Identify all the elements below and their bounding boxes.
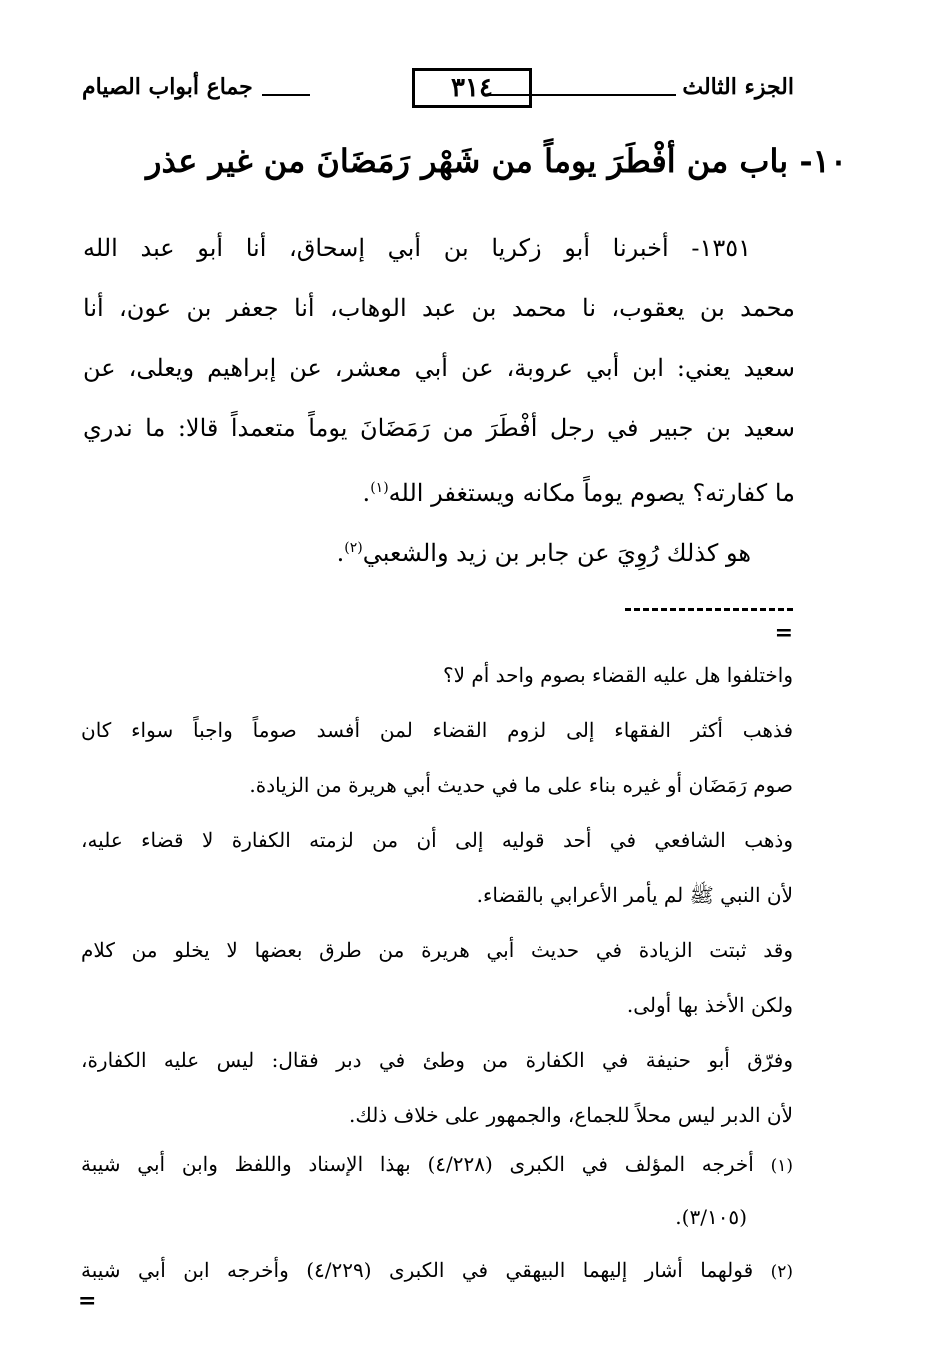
main-line-text: هو كذلك رُوِيَ عن جابر بن زيد والشعبي bbox=[362, 539, 751, 567]
commentary-line: لأن الدبر ليس محلاً للجماع، والجمهور على خلاف ذلك. bbox=[348, 1103, 793, 1127]
footnote-2 bbox=[81, 1244, 793, 1297]
section-label: جماع أبواب الصيام bbox=[82, 74, 253, 100]
footnote-text: قولهما أشار إليهما البيهقي في الكبرى (٤/٢٢٩) وأخرجه ابن أبي شيبة bbox=[81, 1258, 754, 1282]
footnote-1-continued: (٣/١٠٥). bbox=[675, 1205, 747, 1229]
commentary-line: وفرّق أبو حنيفة في الكفارة من وطئ في دبر فقال: ليس عليه الكفارة، bbox=[81, 1048, 793, 1072]
footnote-text: أخرجه المؤلف في الكبرى (٤/٢٢٨) بهذا الإسناد واللفظ وابن أبي شيبة bbox=[81, 1152, 754, 1176]
commentary bbox=[81, 648, 793, 1143]
header-rule bbox=[262, 94, 310, 96]
commentary-line: فذهب أكثر الفقهاء إلى لزوم القضاء لمن أفسد صوماً واجباً سواء كان bbox=[81, 718, 793, 742]
chapter-title: ١٠- باب من أفْطَرَ يوماً من شَهْر رَمَضَانَ من غير عذر bbox=[146, 142, 847, 180]
main-line-text: ما كفارته؟ يصوم يوماً مكانه ويستغفر الله bbox=[388, 479, 795, 507]
commentary-line: صوم رَمَضَان أو غيره بناء على ما في حديث أبي هريرة من الزيادة. bbox=[249, 773, 793, 797]
line-end: . bbox=[362, 479, 371, 507]
footnote-ref: (١) bbox=[370, 480, 389, 496]
main-line: سعيد يعني: ابن أبي عروبة، عن أبي معشر، عن إبراهيم ويعلى، عن bbox=[83, 354, 795, 382]
main-line: ١٣٥١- أخبرنا أبو زكريا بن أبي إسحاق، أنا أبو عبد الله bbox=[83, 234, 751, 262]
commentary-line: لأن النبي ﷺ لم يأمر الأعرابي بالقضاء. bbox=[476, 883, 793, 907]
line-end: . bbox=[336, 539, 345, 567]
footnote-ref: (٢) bbox=[344, 540, 363, 556]
footnote-1 bbox=[81, 1138, 793, 1191]
main-line: محمد بن يعقوب، نا محمد بن عبد الوهاب، أنا جعفر بن عون، أنا bbox=[83, 294, 795, 322]
main-line bbox=[83, 458, 795, 518]
commentary-line: وقد ثبتت الزيادة في حديث أبي هريرة من طرق بعضها لا يخلو من كلام bbox=[81, 938, 793, 962]
continuation-mark: = bbox=[78, 1288, 97, 1314]
continuation-mark: = bbox=[774, 620, 793, 646]
footnote-number: (٢) bbox=[770, 1262, 793, 1282]
running-header bbox=[82, 68, 794, 114]
commentary-line: وذهب الشافعي في أحد قوليه إلى أن من لزمته الكفارة لا قضاء عليه، bbox=[81, 828, 793, 852]
volume-label: الجزء الثالث bbox=[682, 74, 794, 100]
main-line: سعيد بن جبير في رجل أفْطَرَ من رَمَضَانَ يوماً متعمداً قالا: ما ندري bbox=[83, 414, 795, 442]
footnotes bbox=[81, 1138, 793, 1297]
page-number: ٣١٤ bbox=[412, 68, 532, 108]
commentary-line: واختلفوا هل عليه القضاء بصوم واحد أم لا؟ bbox=[442, 663, 793, 687]
footnote-number: (١) bbox=[770, 1156, 793, 1176]
commentary-line: ولكن الأخذ بها أولى. bbox=[626, 993, 793, 1017]
footnote-separator bbox=[625, 608, 793, 611]
main-line bbox=[83, 518, 795, 578]
main-text bbox=[83, 218, 795, 578]
